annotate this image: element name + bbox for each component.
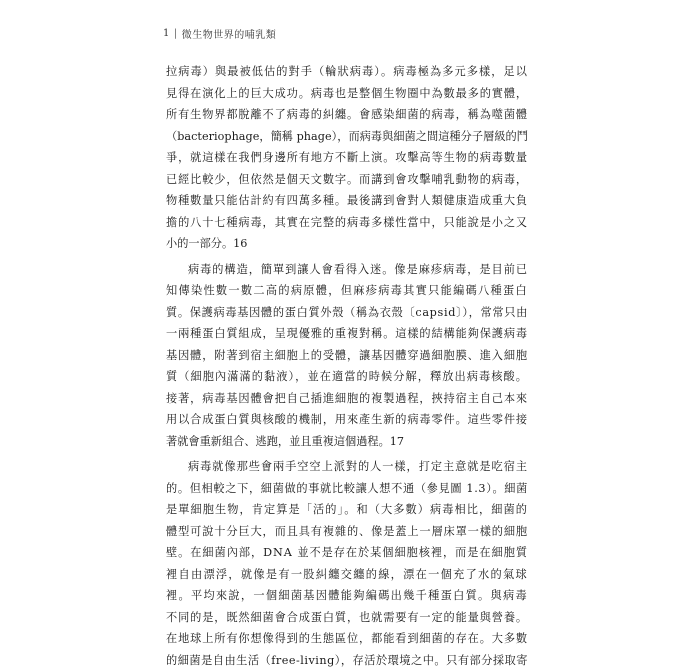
paragraph bbox=[166, 61, 528, 255]
text-line: 是單細胞生物，肯定算是「活的」。和（大多數）病毒相比，細菌的 bbox=[166, 499, 528, 521]
page-number: 1 bbox=[163, 28, 170, 39]
text-line: 體型可說十分巨大，而且具有複雜的、像是蓋上一層床罩一樣的細胞 bbox=[166, 521, 528, 543]
text-line: 接著，病毒基因體會把自己插進細胞的複製過程，挾持宿主自己本來 bbox=[166, 388, 528, 410]
text-line: 用以合成蛋白質與核酸的機制，用來產生新的病毒零件。這些零件接 bbox=[166, 409, 528, 431]
header-separator: | bbox=[174, 28, 178, 39]
text-line: 病毒的構造，簡單到讓人會看得入迷。像是麻疹病毒，是目前已 bbox=[166, 259, 528, 281]
text-line: 裡自由漂浮，就像是有一股糾纏交纏的線，漂在一個充了水的氣球 bbox=[166, 564, 528, 586]
text-line: 質。保護病毒基因體的蛋白質外殼（稱為衣殼〔capsid〕），常常只由 bbox=[166, 302, 528, 324]
paragraph bbox=[166, 456, 528, 671]
text-line: 爭，就這樣在我們身邊所有地方不斷上演。攻擊高等生物的病毒數量 bbox=[166, 147, 528, 169]
running-header bbox=[163, 26, 276, 41]
text-line: 一兩種蛋白質組成，呈現優雅的重複對稱。這樣的結構能夠保護病毒 bbox=[166, 323, 528, 345]
text-line: 見得在演化上的巨大成功。病毒也是整個生物圈中為數最多的實體， bbox=[166, 83, 528, 105]
text-line: 拉病毒）與最被低估的對手（輪狀病毒）。病毒極為多元多樣，足以 bbox=[166, 61, 528, 83]
text-line: 裡。平均來說，一個細菌基因體能夠編碼出幾千種蛋白質。與病毒 bbox=[166, 585, 528, 607]
text-line: 質（細胞內滿滿的黏液），並在適當的時候分解，釋放出病毒核酸。 bbox=[166, 366, 528, 388]
text-line: 基因體，附著到宿主細胞上的受體，讓基因體穿過細胞膜、進入細胞 bbox=[166, 345, 528, 367]
text-line: 病毒就像那些會兩手空空上派對的人一樣，打定主意就是吃宿主 bbox=[166, 456, 528, 478]
book-title: 微生物世界的哺乳類 bbox=[182, 26, 277, 41]
text-line: 著就會重新組合、逃跑，並且重複這個過程。17 bbox=[166, 431, 528, 453]
text-line: 物種數量只能估計約有四萬多種。最後講到會對人類健康造成重大負 bbox=[166, 190, 528, 212]
text-line: 所有生物界都脫離不了病毒的糾纏。會感染細菌的病毒，稱為噬菌體 bbox=[166, 104, 528, 126]
text-line: （bacteriophage，簡稱 phage），而病毒與細菌之間這種分子層級的鬥 bbox=[166, 126, 528, 148]
text-line: 壁。在細菌內部，DNA 並不是存在於某個細胞核裡，而是在細胞質 bbox=[166, 542, 528, 564]
text-line: 不同的是，既然細菌會合成蛋白質，也就需要有一定的能量與營養。 bbox=[166, 607, 528, 629]
text-line: 的細菌是自由生活（free-living），存活於環境之中。只有部分採取寄 bbox=[166, 650, 528, 671]
text-line: 小的一部分。16 bbox=[166, 233, 528, 255]
text-line: 知傳染性數一數二高的病原體，但麻疹病毒其實只能編碼八種蛋白 bbox=[166, 280, 528, 302]
paragraph bbox=[166, 259, 528, 453]
body-text bbox=[166, 61, 528, 671]
text-line: 在地球上所有你想像得到的生態區位，都能看到細菌的存在。大多數 bbox=[166, 628, 528, 650]
text-line: 已經比較少，但依然是個天文數字。而講到會攻擊哺乳動物的病毒， bbox=[166, 169, 528, 191]
text-line: 的。但相較之下，細菌做的事就比較讓人想不通（參見圖 1.3）。細菌 bbox=[166, 478, 528, 500]
text-line: 擔的八十七種病毒，其實在完整的病毒多樣性當中，只能說是小之又 bbox=[166, 212, 528, 234]
